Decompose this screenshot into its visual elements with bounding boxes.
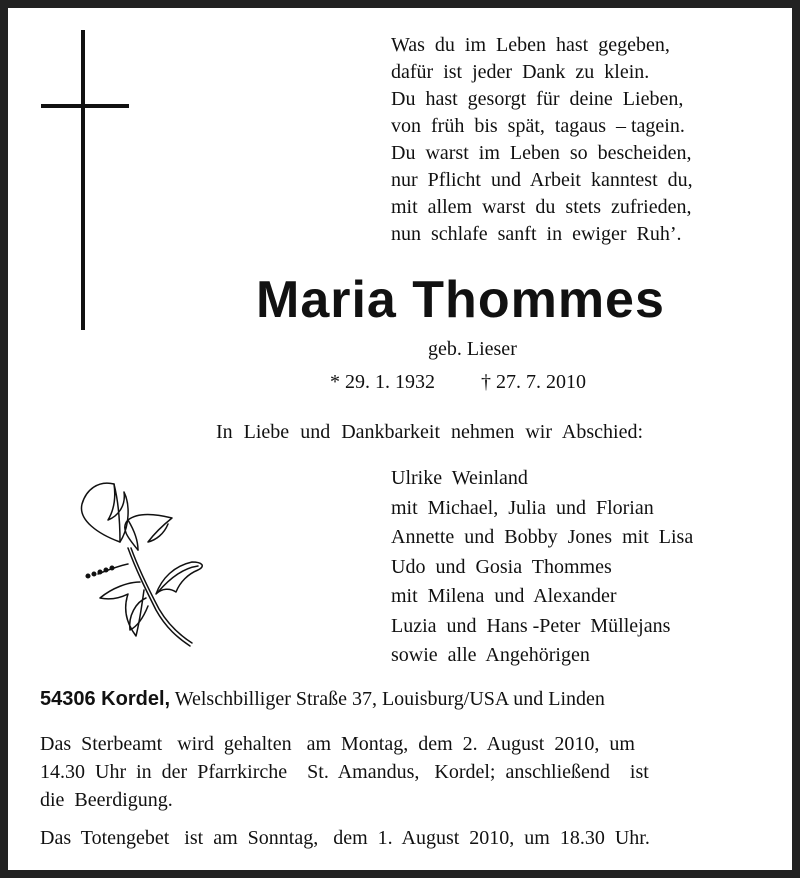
poem-line: von früh bis spät, tagaus – tagein. xyxy=(391,115,685,137)
farewell-intro: In Liebe und Dankbarkeit nehmen wir Abschied: xyxy=(216,421,643,443)
poem-line: dafür ist jeder Dank zu klein. xyxy=(391,61,650,83)
funeral-details xyxy=(40,730,760,814)
prayer-line: Das Totengebet ist am Sonntag, dem 1. August 2010, um 18.30 Uhr. xyxy=(40,827,650,849)
mourner-line: mit Michael, Julia und Florian xyxy=(391,496,654,519)
life-dates xyxy=(330,371,586,394)
mourner-line: Annette und Bobby Jones mit Lisa xyxy=(391,526,694,548)
deceased-name: Maria Thommes xyxy=(256,271,665,329)
death-date: † 27. 7. 2010 xyxy=(481,371,586,393)
poem-line: nun schlafe sanft in ewiger Ruh’. xyxy=(391,223,682,245)
funeral-line: Das Sterbeamt wird gehalten am Montag, dem 2. August 2010, um xyxy=(40,733,635,755)
birth-name: geb. Lieser xyxy=(428,338,517,360)
poem-line: Was du im Leben hast gegeben, xyxy=(391,34,670,56)
poem-line: Du warst im Leben so bescheiden, xyxy=(391,142,692,164)
address-street: Welschbilliger Straße 37, Louisburg/USA und Linden xyxy=(174,688,605,710)
calla-lily-icon xyxy=(58,470,208,650)
poem-line: nur Pflicht und Arbeit kanntest du, xyxy=(391,169,693,191)
address-city: 54306 Kordel, xyxy=(40,688,171,710)
obituary-page xyxy=(8,8,792,870)
prayer-details xyxy=(40,824,760,852)
family-address xyxy=(40,688,605,711)
mourners-list xyxy=(391,464,693,671)
poem-line: Du hast gesorgt für deine Lieben, xyxy=(391,88,684,110)
mourner-line: mit Milena und Alexander xyxy=(391,585,617,607)
mourner-line: sowie alle Angehörigen xyxy=(391,644,590,666)
cross-icon xyxy=(41,30,129,330)
mourner-line: Udo und Gosia Thommes xyxy=(391,555,612,578)
funeral-line: 14.30 Uhr in der Pfarrkirche St. Amandus, Kordel; anschließend ist xyxy=(40,761,649,783)
mourner-line: Ulrike Weinland xyxy=(391,467,528,489)
memorial-poem xyxy=(391,32,693,248)
funeral-line: die Beerdigung. xyxy=(40,789,173,811)
birth-date: * 29. 1. 1932 xyxy=(330,371,435,393)
mourner-line: Luzia und Hans -Peter Müllejans xyxy=(391,614,671,637)
poem-line: mit allem warst du stets zufrieden, xyxy=(391,196,692,218)
